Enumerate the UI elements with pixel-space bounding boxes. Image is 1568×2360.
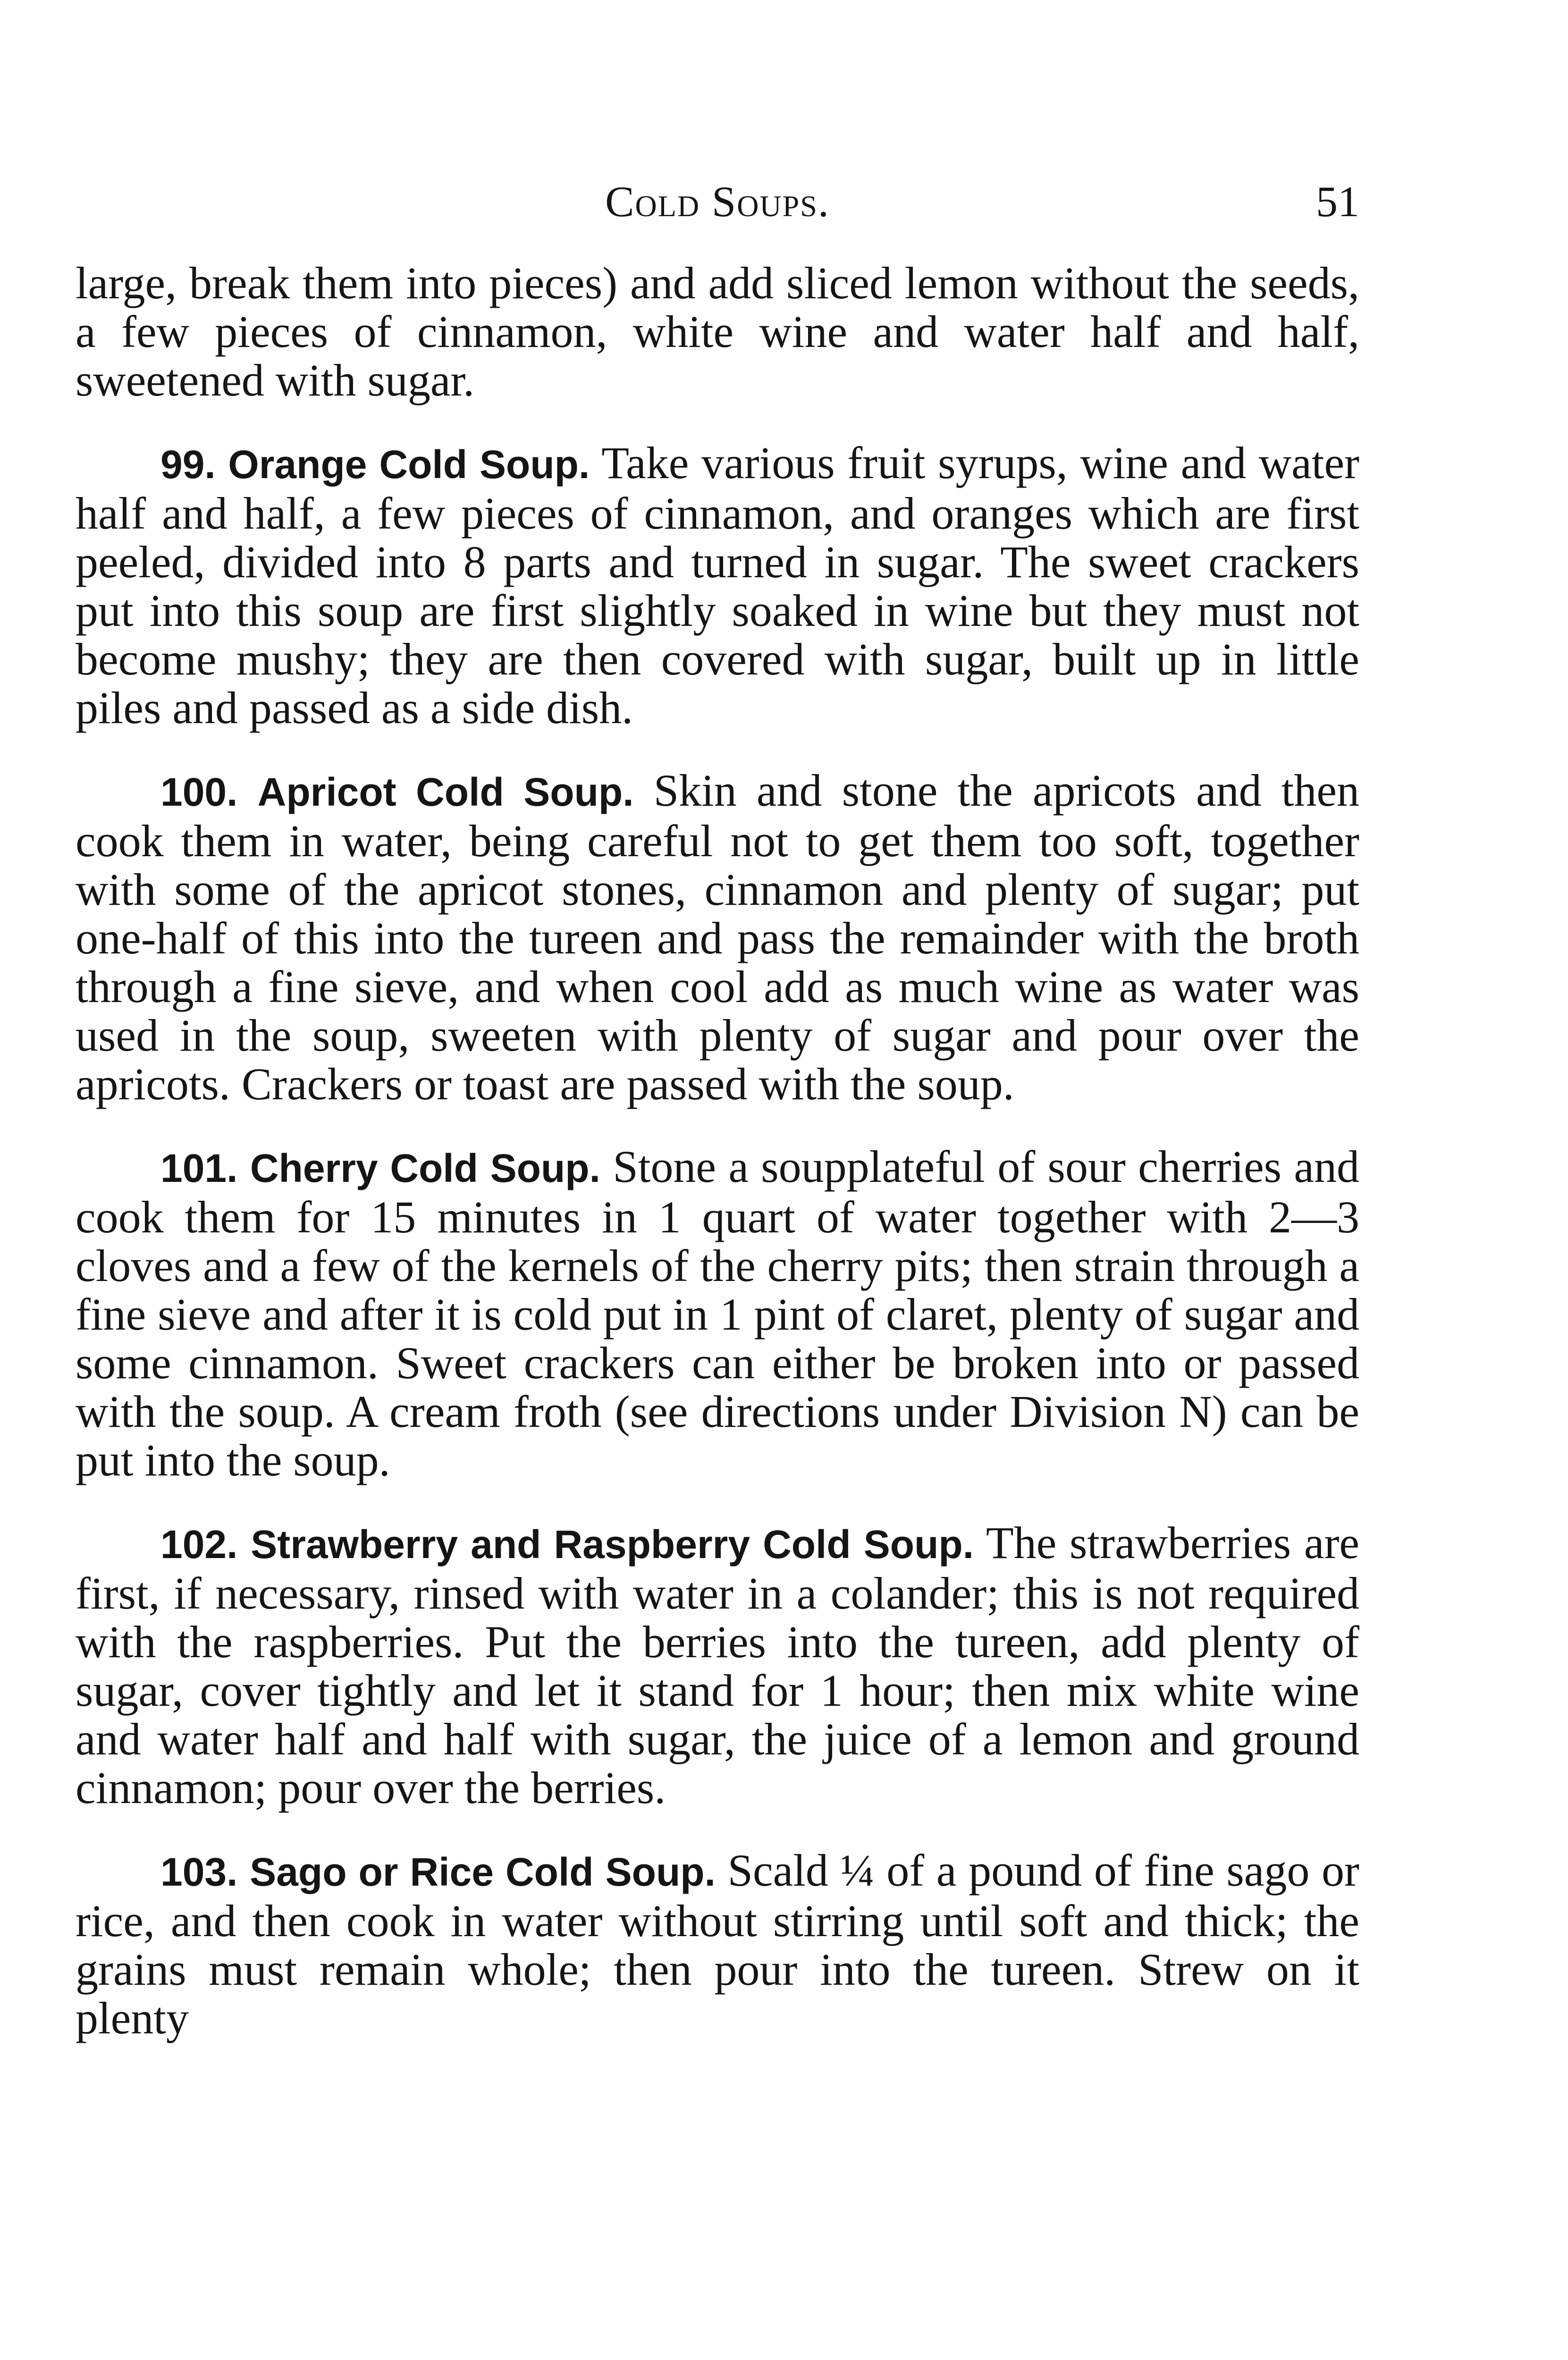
recipe-title: Cherry Cold Soup. bbox=[250, 1146, 600, 1190]
recipe-100 bbox=[76, 766, 1359, 1108]
recipe-text: Stone a soupplateful of sour cherries and cook them for 15 minutes in 1 quart of water together with 2—3 cloves and a few of the kernels of the cherry pits; then strain through a fine sieve and after it is cold put in 1 pint of claret, plenty of sugar and some cinnamon. Sweet crackers can either be broken into or passed with the soup. A cream froth (see directions under Division N) can be put into the soup. bbox=[76, 1141, 1359, 1485]
body-text bbox=[76, 259, 1359, 2076]
recipe-title: Strawberry and Raspberry Cold Soup. bbox=[251, 1522, 974, 1567]
page-number: 51 bbox=[1316, 177, 1359, 226]
recipe-number: 103. bbox=[160, 1850, 238, 1894]
recipe-number: 99. bbox=[160, 442, 216, 487]
recipe-text: Skin and stone the apricots and then cook them in water, being careful not to get them too soft, together with some of the apricot stones, cinnamon and plenty of sugar; put one-half of this into the tureen and pass the remainder with the broth through a fine sieve, and when cool add as much wine as water was used in the soup, sweeten with plenty of sugar and pour over the apricots. Crackers or toast are passed with the soup. bbox=[76, 765, 1360, 1109]
continuation-paragraph: large, break them into pieces) and add sliced lemon without the seeds, a few pieces of cinnamon, white wine and water half and half, sweetened with sugar. bbox=[76, 258, 1359, 405]
recipe-99 bbox=[76, 438, 1359, 732]
recipe-title: Orange Cold Soup. bbox=[228, 442, 590, 487]
recipe-number: 102. bbox=[160, 1522, 238, 1567]
recipe-103 bbox=[76, 1846, 1359, 2042]
running-head bbox=[76, 176, 1359, 232]
recipe-text: The strawberries are first, if necessary, rinsed with water in a colander; this is not required with the raspberries. Put the berries into the tureen, add plenty of sugar, cover tightly and let it stand for 1 hour; then mix white wine and water half and half with sugar, the juice of a lemon and ground cinnamon; pour over the berries. bbox=[76, 1517, 1360, 1813]
recipe-102 bbox=[76, 1518, 1359, 1812]
recipe-101 bbox=[76, 1142, 1359, 1484]
recipe-text: Scald ¼ of a pound of fine sago or rice, and then cook in water without stirring until soft and thick; the grains must remain whole; then pour into the tureen. Strew on it plenty bbox=[76, 1845, 1359, 2043]
running-title: Cold Soups. bbox=[605, 177, 830, 226]
recipe-text: Take various fruit syrups, wine and water half and half, a few pieces of cinnamon, and oranges which are first peeled, divided into 8 parts and turned in sugar. The sweet crackers put into this soup are first slightly soaked in wine but they must not become mushy; they are then covered with sugar, built up in little piles and passed as a side dish. bbox=[76, 438, 1360, 733]
recipe-title: Sago or Rice Cold Soup. bbox=[250, 1850, 716, 1894]
recipe-title: Apricot Cold Soup. bbox=[257, 770, 634, 814]
recipe-number: 100. bbox=[160, 770, 238, 814]
recipe-number: 101. bbox=[160, 1146, 238, 1190]
